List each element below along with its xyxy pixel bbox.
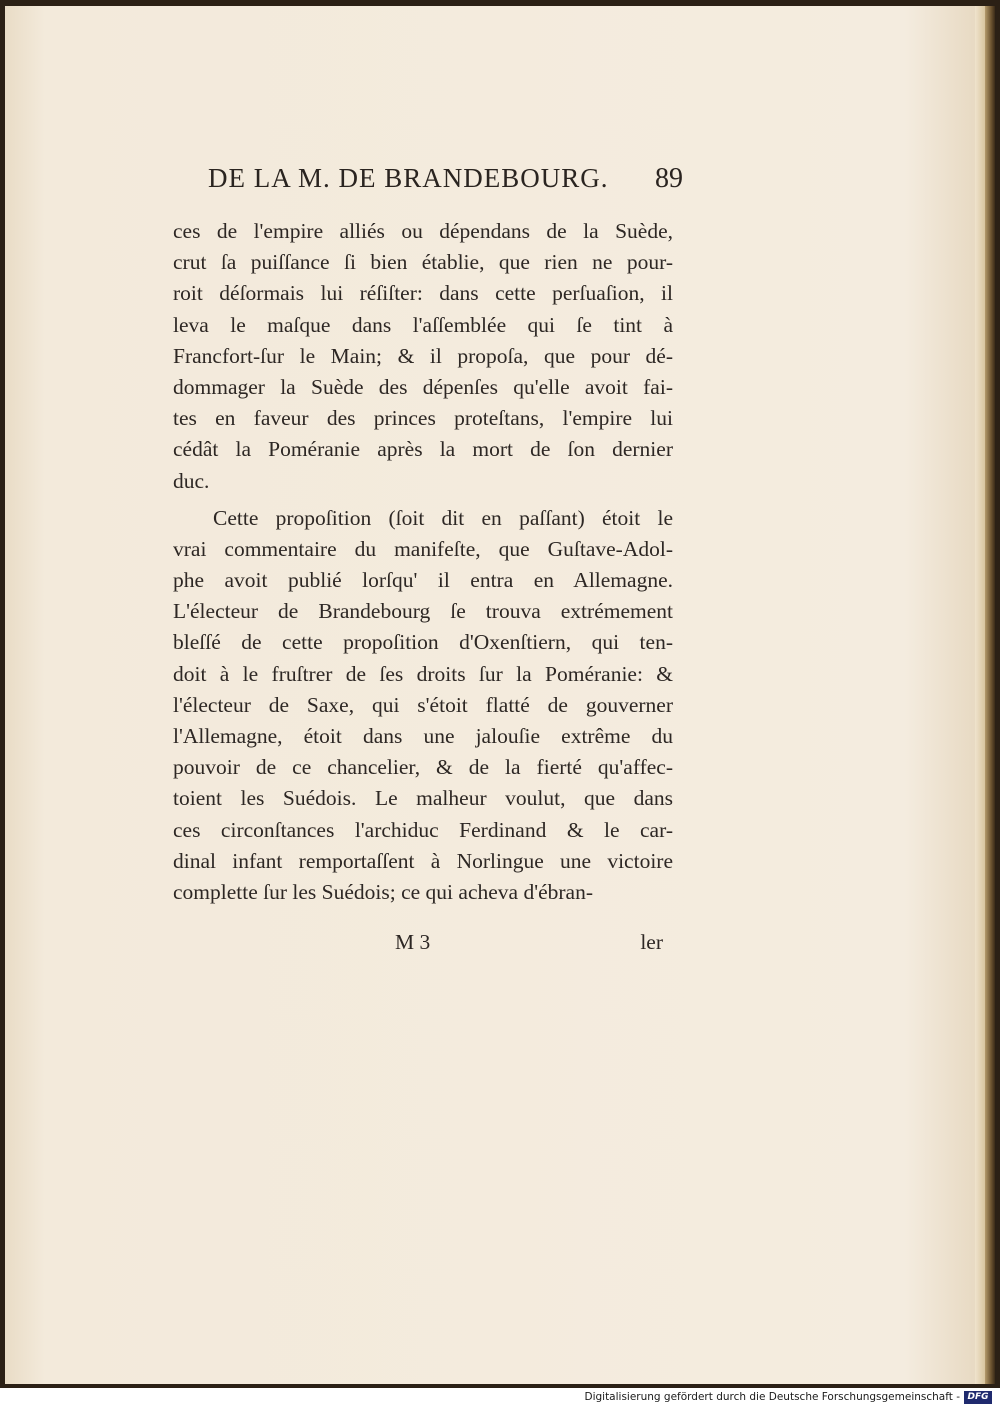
running-title: DE LA M. DE BRANDEBOURG. <box>208 163 609 193</box>
text-line: ces de l'empire alliés ou dépendans de la Suède, <box>173 219 673 243</box>
text-line: dommager la Suède des dépenſes qu'elle avoit fai- <box>173 374 673 399</box>
text-line: ces circonſtances l'archiduc Ferdinand & le car- <box>173 817 673 842</box>
page-footer <box>173 930 663 960</box>
text-line: roit déſormais lui réſiſter: dans cette perſuaſion, il <box>173 281 673 306</box>
text-line: bleſſé de cette propoſition d'Oxenſtiern, qui ten- <box>173 630 673 655</box>
paragraph <box>173 503 673 908</box>
page-fore-edge <box>975 6 985 1384</box>
text-line: phe avoit publié lorſqu' il entra en Allemagne. <box>173 568 673 593</box>
digitization-credit-bar <box>0 1388 1000 1408</box>
text-line: dinal infant remportaſſent à Norlingue une victoire <box>173 848 673 873</box>
text-line: Francfort-ſur le Main; & il propoſa, que pour dé- <box>173 343 673 368</box>
body-text <box>173 216 673 908</box>
text-line: leva le maſque dans l'aſſemblée qui ſe tint à <box>173 312 673 337</box>
paragraph <box>173 216 673 497</box>
text-line: pouvoir de ce chancelier, & de la fierté qu'affec- <box>173 755 673 780</box>
page-number: 89 <box>655 163 683 194</box>
text-line: tes en faveur des princes proteſtans, l'empire lui <box>173 406 673 431</box>
text-line: cédât la Poméranie après la mort de ſon dernier <box>173 437 673 462</box>
book-binding-edge <box>985 6 995 1384</box>
text-line: l'Allemagne, étoit dans une jalouſie extrême du <box>173 724 673 748</box>
text-line: toient les Suédois. Le malheur voulut, que dans <box>173 786 673 811</box>
catchword: ler <box>640 930 663 954</box>
text-line: complette ſur les Suédois; ce qui acheva d'ébran- <box>173 879 593 904</box>
signature-mark: M 3 <box>395 930 431 954</box>
text-line: duc. <box>173 468 210 493</box>
digitization-credit: Digitalisierung gefördert durch die Deutsche Forschungsgemeinschaft - <box>584 1391 960 1403</box>
text-line: doit à le fruſtrer de ſes droits ſur la Poméranie: & <box>173 661 673 686</box>
text-line: crut ſa puiſſance ſi bien établie, que rien ne pour- <box>173 250 673 275</box>
text-line: L'électeur de Brandebourg ſe trouva extrémement <box>173 599 673 624</box>
running-head <box>208 163 683 203</box>
text-line: Cette propoſition (ſoit dit en paſſant) étoit le <box>213 505 673 530</box>
dfg-logo-icon: DFG <box>964 1391 992 1404</box>
text-line: vrai commentaire du manifeſte, que Guſtave-Adol- <box>173 536 673 561</box>
text-line: l'électeur de Saxe, qui s'étoit flatté de gouverner <box>173 692 673 717</box>
